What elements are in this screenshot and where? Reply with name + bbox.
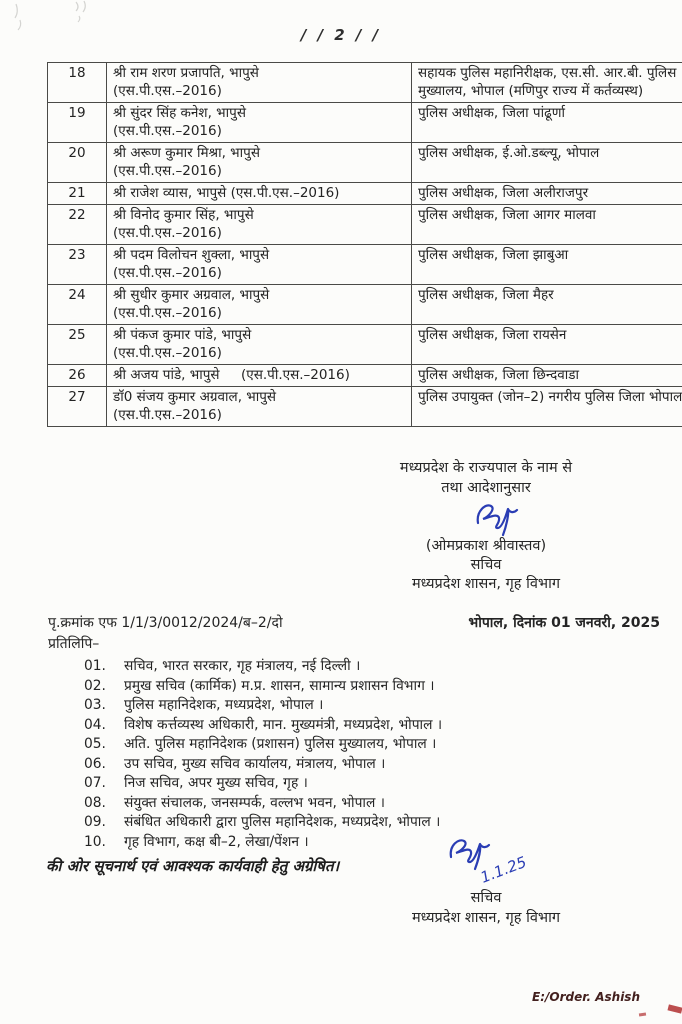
list-item-text: अति. पुलिस महानिदेशक (प्रशासन) पुलिस मुख्यालय, भोपाल ।: [124, 736, 437, 752]
copies-heading: प्रतिलिपि–: [48, 636, 100, 652]
list-item: [48, 716, 648, 736]
list-item-number: 08.: [84, 794, 106, 811]
serial-number-cell: 23: [48, 245, 107, 285]
copy-list: [48, 657, 648, 852]
signatory-block: [330, 537, 642, 594]
officer-name-cell: [107, 285, 412, 325]
table-row: [48, 103, 682, 143]
officer-cadre-year: (एस.पी.एस.–2016): [113, 83, 222, 99]
table-row: [48, 205, 682, 245]
serial-number-cell: 25: [48, 325, 107, 365]
posting-cell: पुलिस अधीक्षक, जिला रायसेन: [412, 325, 682, 365]
list-item: [48, 813, 648, 833]
list-item: [48, 696, 648, 716]
signatory-name: (ओमप्रकाश श्रीवास्तव): [425, 538, 547, 554]
footer-file-reference: E:/Order. Ashish: [532, 990, 640, 1004]
officer-cadre-year: (एस.पी.एस.–2016): [113, 123, 222, 139]
list-item-number: 06.: [84, 755, 106, 772]
officer-name-cell: [107, 245, 412, 285]
reference-number: पृ.क्रमांक एफ 1/1/3/0012/2024/ब–2/दो: [48, 615, 283, 631]
signatory-department: मध्यप्रदेश शासन, गृह विभाग: [411, 576, 561, 592]
reference-place-date: भोपाल, दिनांक 01 जनवरी, 2025: [468, 615, 660, 631]
red-ink-speck: [639, 1013, 646, 1017]
posting-cell: पुलिस अधीक्षक, जिला अलीराजपुर: [412, 183, 682, 205]
list-item-text: संबंधित अधिकारी द्वारा पुलिस महानिदेशक, मध्यप्रदेश, भोपाल ।: [124, 814, 441, 830]
serial-number-cell: 20: [48, 143, 107, 183]
officer-cadre-year: (एस.पी.एस.–2016): [113, 305, 222, 321]
list-item: [48, 657, 648, 677]
posting-cell: पुलिस अधीक्षक, जिला झाबुआ: [412, 245, 682, 285]
second-signatory-designation: सचिव: [470, 890, 502, 906]
serial-number-cell: 27: [48, 387, 107, 427]
officer-name-cell: [107, 103, 412, 143]
posting-cell: पुलिस अधीक्षक, जिला आगर मालवा: [412, 205, 682, 245]
list-item-number: 07.: [84, 775, 106, 791]
handwritten-date: 1.1.25: [477, 852, 529, 887]
second-signatory-department: मध्यप्रदेश शासन, गृह विभाग: [411, 910, 561, 926]
second-signatory-block: [330, 888, 642, 928]
list-item-number: 03.: [84, 697, 106, 713]
table-row: [48, 285, 682, 325]
posting-cell: सहायक पुलिस महानिरीक्षक, एस.सी. आर.बी. पुलिस मुख्यालय, भोपाल (मणिपुर राज्य में कर्तव्यस्थ): [412, 63, 682, 103]
reference-line: [48, 613, 660, 632]
list-item-number: 05.: [84, 736, 106, 752]
list-item: [48, 755, 648, 775]
list-item-text: विशेष कर्त्तव्यस्थ अधिकारी, मान. मुख्यमंत्री, मध्यप्रदेश, भोपाल ।: [124, 716, 443, 733]
serial-number-cell: 19: [48, 103, 107, 143]
list-item-number: 04.: [84, 716, 106, 733]
signature-scribble-2: [437, 835, 547, 893]
officer-cadre-year: (एस.पी.एस.–2016): [113, 163, 222, 179]
list-item: [48, 794, 648, 814]
authority-line-1: मध्यप्रदेश के राज्यपाल के नाम से: [399, 460, 573, 476]
posting-cell: पुलिस अधीक्षक, जिला पांढूर्णा: [412, 103, 682, 143]
officer-cadre-year: (एस.पी.एस.–2016): [113, 345, 222, 361]
officer-name: श्री अरूण कुमार मिश्रा, भापुसे: [113, 145, 260, 161]
list-item: [48, 735, 648, 755]
posting-cell: पुलिस अधीक्षक, ई.ओ.डब्ल्यू, भोपाल: [412, 143, 682, 183]
serial-number-cell: 24: [48, 285, 107, 325]
serial-number-cell: 26: [48, 365, 107, 387]
list-item-text: संयुक्त संचालक, जनसम्पर्क, वल्लभ भवन, भोपाल ।: [124, 794, 385, 811]
list-item-number: 01.: [84, 658, 106, 674]
officer-name-cell: [107, 205, 412, 245]
officer-cadre-year: (एस.पी.एस.–2016): [113, 225, 222, 241]
table-row: [48, 245, 682, 285]
table-row: [48, 63, 682, 103]
list-item: [48, 774, 648, 794]
list-item: [48, 677, 648, 697]
officer-name-cell: [107, 325, 412, 365]
page-number: / / 2 / /: [300, 26, 382, 44]
serial-number-cell: 22: [48, 205, 107, 245]
list-item-text: उप सचिव, मुख्य सचिव कार्यालय, मंत्रालय, भोपाल ।: [124, 755, 386, 772]
table-row: [48, 365, 682, 387]
officer-name: श्री राम शरण प्रजापति, भापुसे: [113, 65, 259, 81]
officer-name-cell: [107, 63, 412, 103]
posting-cell: पुलिस अधीक्षक, जिला मैहर: [412, 285, 682, 325]
officer-name-cell: [107, 183, 412, 205]
officer-name-cell: [107, 387, 412, 427]
officer-name: डॉ0 संजय कुमार अग्रवाल, भापुसे: [113, 389, 277, 405]
list-item-number: 02.: [84, 677, 106, 694]
officers-table-body: [48, 63, 682, 427]
forward-note: की ओर सूचनार्थ एवं आवश्यक कार्यवाही हेतु अग्रेषित।: [46, 857, 340, 875]
list-item-text: प्रमुख सचिव (कार्मिक) म.प्र. शासन, सामान्य प्रशासन विभाग ।: [124, 677, 435, 694]
officer-name-cell: [107, 365, 412, 387]
posting-cell: पुलिस अधीक्षक, जिला छिन्दवाडा: [412, 365, 682, 387]
officer-cadre-year: (एस.पी.एस.–2016): [113, 265, 222, 281]
officer-name: श्री सुधीर कुमार अग्रवाल, भापुसे: [113, 287, 270, 303]
officer-name: श्री पंकज कुमार पांडे, भापुसे: [113, 327, 252, 343]
officer-name: श्री राजेश व्यास, भापुसे (एस.पी.एस.–2016): [113, 185, 340, 201]
officer-name: श्री सुंदर सिंह कनेश, भापुसे: [113, 105, 246, 121]
serial-number-cell: 21: [48, 183, 107, 205]
list-item: [48, 833, 648, 853]
table-row: [48, 325, 682, 365]
authority-line-2: तथा आदेशानुसार: [441, 480, 531, 496]
table-row: [48, 143, 682, 183]
signature-scribble-1: [470, 497, 522, 541]
authority-block: [330, 458, 642, 498]
officer-name: श्री विनोद कुमार सिंह, भापुसे: [113, 207, 254, 223]
officer-name: श्री अजय पांडे, भापुसे (एस.पी.एस.–2016): [113, 367, 350, 383]
serial-number-cell: 18: [48, 63, 107, 103]
list-item-text: निज सचिव, अपर मुख्य सचिव, गृह ।: [124, 775, 308, 791]
table-row: [48, 387, 682, 427]
list-item-number: 10.: [84, 833, 106, 850]
officer-cadre-year: (एस.पी.एस.–2016): [113, 407, 222, 423]
table-row: [48, 183, 682, 205]
officers-table: [47, 62, 682, 427]
list-item-text: पुलिस महानिदेशक, मध्यप्रदेश, भोपाल ।: [124, 697, 324, 713]
officer-name: श्री पदम विलोचन शुक्ला, भापुसे: [113, 247, 270, 263]
officer-name-cell: [107, 143, 412, 183]
signatory-designation: सचिव: [470, 557, 502, 573]
list-item-text: सचिव, भारत सरकार, गृह मंत्रालय, नई दिल्ली ।: [124, 658, 361, 674]
list-item-text: गृह विभाग, कक्ष बी–2, लेखा/पेंशन ।: [124, 833, 309, 850]
red-ink-speck: [667, 1004, 682, 1013]
list-item-number: 09.: [84, 814, 106, 830]
posting-cell: पुलिस उपायुक्त (जोन–2) नगरीय पुलिस जिला भोपाल: [412, 387, 682, 427]
